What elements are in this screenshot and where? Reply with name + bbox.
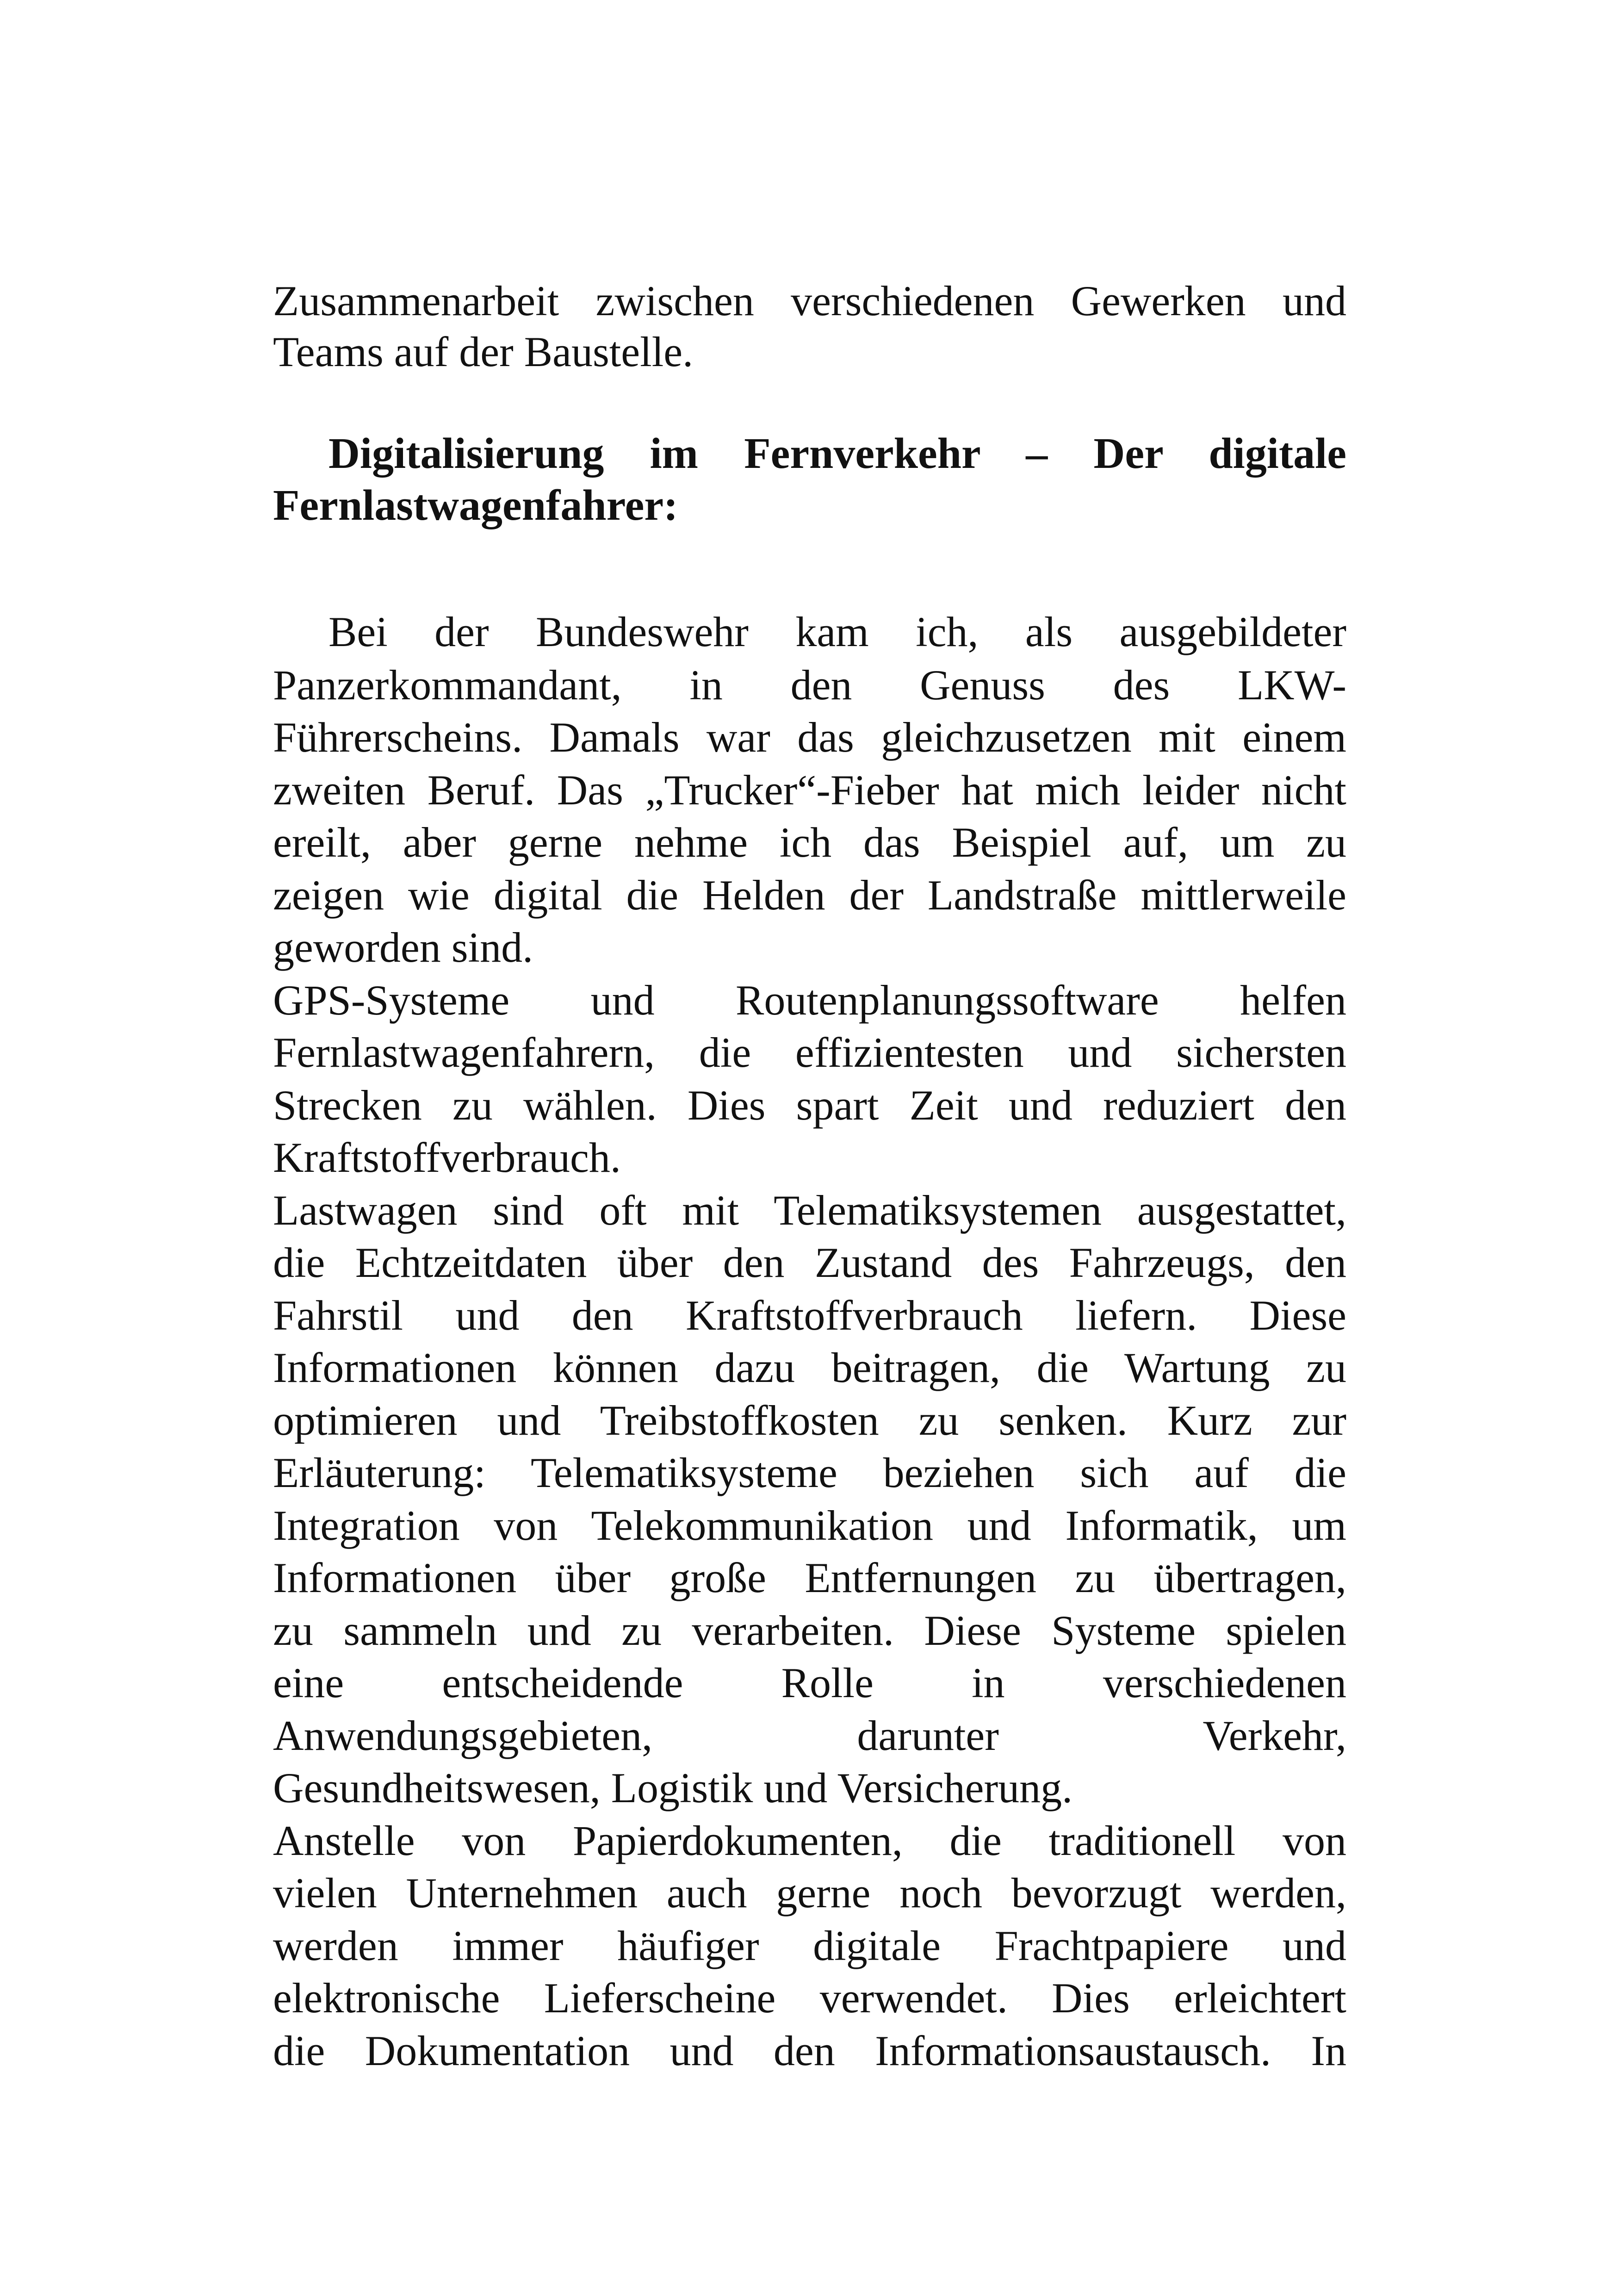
body-line: Strecken zu wählen. Dies spart Zeit und reduziert den: [273, 1082, 1346, 1129]
body-line: Anwendungsgebieten, darunter Verkehr,: [273, 1712, 1346, 1759]
body-line: ereilt, aber gerne nehme ich das Beispiel auf, um zu: [273, 819, 1346, 866]
body-line: Panzerkommandant, in den Genuss des LKW-: [273, 661, 1346, 709]
section-heading: Fernlastwagenfahrer:: [273, 481, 678, 529]
body-line: Kraftstoffverbrauch.: [273, 1134, 621, 1181]
section-heading: Digitalisierung im Fernverkehr – Der digitale: [329, 429, 1346, 478]
body-line: die Echtzeitdaten über den Zustand des Fahrzeugs, den: [273, 1239, 1346, 1286]
body-line: zeigen wie digital die Helden der Landstraße mittlerweile: [273, 871, 1346, 919]
body-line: Informationen können dazu beitragen, die Wartung zu: [273, 1344, 1346, 1391]
body-line: optimieren und Treibstoffkosten zu senken. Kurz zur: [273, 1397, 1346, 1444]
body-line: elektronische Lieferscheine verwendet. Dies erleichtert: [273, 1974, 1346, 2022]
body-line: zu sammeln und zu verarbeiten. Diese Systeme spielen: [273, 1607, 1346, 1654]
body-line: Integration von Telekommunikation und Informatik, um: [273, 1502, 1346, 1549]
body-line: geworden sind.: [273, 924, 533, 971]
body-line: werden immer häufiger digitale Frachtpapiere und: [273, 1922, 1346, 1969]
body-line: Gesundheitswesen, Logistik und Versicherung.: [273, 1764, 1073, 1811]
body-line: Zusammenarbeit zwischen verschiedenen Gewerken und: [273, 277, 1346, 324]
body-line: GPS-Systeme und Routenplanungssoftware helfen: [273, 977, 1346, 1024]
body-line: Informationen über große Entfernungen zu übertragen,: [273, 1554, 1346, 1601]
body-line: zweiten Beruf. Das „Trucker“-Fieber hat mich leider nicht: [273, 766, 1346, 814]
body-line: eine entscheidende Rolle in verschiedenen: [273, 1659, 1346, 1706]
body-line: Führerscheins. Damals war das gleichzusetzen mit einem: [273, 714, 1346, 761]
body-line: Lastwagen sind oft mit Telematiksystemen ausgestattet,: [273, 1187, 1346, 1234]
body-line: vielen Unternehmen auch gerne noch bevorzugt werden,: [273, 1869, 1346, 1916]
body-line: Anstelle von Papierdokumenten, die traditionell von: [273, 1817, 1346, 1864]
body-line: Erläuterung: Telematiksysteme beziehen sich auf die: [273, 1449, 1346, 1496]
body-line: Teams auf der Baustelle.: [273, 328, 694, 375]
body-line: Fahrstil und den Kraftstoffverbrauch liefern. Diese: [273, 1292, 1346, 1339]
body-line: die Dokumentation und den Informationsaustausch. In: [273, 2027, 1346, 2074]
body-line: Fernlastwagenfahrern, die effizientesten und sichersten: [273, 1029, 1346, 1076]
body-line: Bei der Bundeswehr kam ich, als ausgebildeter: [329, 608, 1346, 655]
